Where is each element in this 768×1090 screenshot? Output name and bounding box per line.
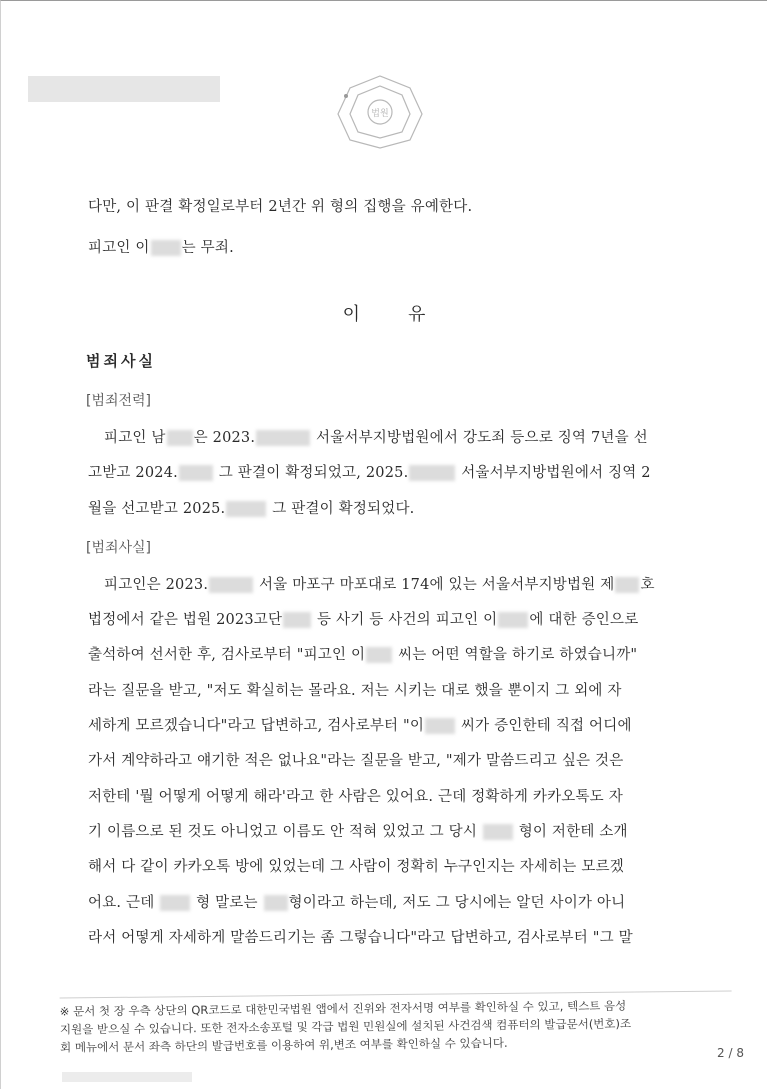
redacted-number	[283, 612, 311, 628]
redacted-date	[409, 465, 455, 481]
facts-text: 법정에서 같은 법원 2023고단	[88, 612, 283, 628]
facts-line-10	[88, 891, 625, 912]
reasons-title: 이유	[342, 304, 474, 325]
facts-text: 서울 마포구 마포대로 174에 있는 서울서부지방법원 제	[258, 577, 615, 593]
facts-text: 씨가 증인한테 직접 어디에	[460, 718, 632, 734]
record-line-3	[88, 497, 414, 518]
record-text: 고받고 2024.	[88, 465, 178, 481]
record-line-1	[104, 426, 648, 447]
facts-text: 씨는 어떤 역할을 하기로 하였습니까"	[398, 647, 638, 663]
facts-line-2	[88, 608, 638, 629]
facts-line-3	[88, 643, 637, 664]
facts-line-8	[88, 820, 628, 841]
facts-text: 등 사기 등 사건의 피고인 이	[317, 612, 498, 628]
acquittal-suffix: 는 무죄.	[181, 240, 234, 256]
facts-line-4: 라는 질문을 받고, "저도 확실히는 몰라요. 저는 시키는 대로 했을 뿐이지 그 외에 자	[88, 683, 622, 699]
suspension-line: 다만, 이 판결 확정일로부터 2년간 위 형의 집행을 유예한다.	[88, 199, 473, 215]
redacted-case-number	[28, 76, 220, 102]
facts-text: 에 대한 증인으로	[529, 612, 639, 628]
redacted-date	[209, 577, 253, 593]
court-seal-logo	[330, 70, 430, 150]
redacted-date	[179, 465, 213, 481]
record-line-2	[88, 461, 651, 482]
facts-label: [범죄사실]	[86, 540, 152, 556]
facts-text: 출석하여 선서한 후, 검사로부터 "피고인 이	[88, 647, 366, 663]
facts-text: 형이 저한테 소개	[518, 824, 628, 840]
facts-text: 호	[640, 577, 655, 593]
crime-facts-heading: 범죄사실	[86, 352, 156, 370]
record-text: 서울서부지방법원에서 강도죄 등으로 징역 7년을 선	[315, 430, 648, 446]
redacted-name	[483, 824, 513, 840]
redacted-date	[226, 501, 266, 517]
record-text: 피고인 남	[104, 430, 166, 446]
facts-text: 세하게 모르겠습니다"라고 답변하고, 검사로부터 "이	[88, 718, 425, 734]
redacted-name	[425, 718, 455, 734]
notice-line-1: ※ 문서 첫 장 우측 상단의 QR코드로 대한민국법원 앱에서 진위와 전자서명 여부를 확인하실 수 있고, 텍스트 음성	[59, 998, 627, 1019]
facts-line-7: 저한테 '뭘 어떻게 어떻게 해라'라고 한 사람은 있어요. 근데 정확하게 카카오톡도 자	[88, 789, 623, 805]
record-text: 서울서부지방법원에서 징역 2	[461, 465, 651, 481]
facts-line-9: 해서 다 같이 카카오톡 방에 있었는데 그 사람이 정확히 누구인지는 자세히는 모르겠	[88, 859, 624, 875]
redacted-name	[160, 895, 190, 911]
facts-text: 피고인은 2023.	[104, 577, 209, 593]
facts-line-6: 가서 계약하라고 얘기한 적은 없나요"라는 질문을 받고, "제가 말씀드리고 싶은 것은	[88, 753, 624, 769]
redacted-name	[498, 612, 528, 628]
redacted-date	[256, 430, 310, 446]
acquittal-prefix: 피고인 이	[88, 240, 150, 256]
record-text: 은 2023.	[193, 430, 256, 446]
notice-line-2: 지원을 받으실 수 있습니다. 또한 전자소송포털 및 각급 법원 민원실에 설치된 사건검색 컴퓨터의 발급문서(번호)조	[59, 1016, 632, 1037]
verification-notice	[60, 990, 733, 1074]
redacted-name	[151, 240, 181, 256]
facts-line-5	[88, 714, 632, 735]
criminal-record-label: [범죄전력]	[86, 393, 152, 409]
redacted-name	[167, 430, 193, 446]
record-text: 그 판결이 확정되었다.	[272, 501, 415, 517]
redacted-issue-number	[62, 1072, 192, 1082]
facts-line-11: 라서 어떻게 자세하게 말씀드리기는 좀 그렇습니다"라고 답변하고, 검사로부터 "그 말	[88, 930, 633, 946]
page-number: 2 / 8	[717, 1046, 744, 1060]
facts-text: 어요. 근데	[88, 895, 155, 911]
svg-text:법원: 법원	[371, 109, 389, 119]
facts-text: 형 말로는	[196, 895, 258, 911]
redacted-name	[366, 647, 392, 663]
redacted-number	[615, 577, 639, 593]
facts-text: 형이라고 하는데, 저도 그 당시에는 알던 사이가 아니	[288, 895, 626, 911]
facts-line-1	[104, 573, 655, 594]
record-text: 그 판결이 확정되었고, 2025.	[218, 465, 409, 481]
redacted-name	[264, 895, 288, 911]
notice-line-3: 회 메뉴에서 문서 좌측 하단의 발급번호를 이용하여 위,변조 여부를 확인하실 수 있습니다.	[60, 1035, 508, 1055]
facts-text: 기 이름으로 된 것도 아니었고 이름도 안 적혀 있었고 그 당시	[88, 824, 478, 840]
record-text: 월을 선고받고 2025.	[88, 501, 226, 517]
acquittal-line	[88, 236, 234, 257]
